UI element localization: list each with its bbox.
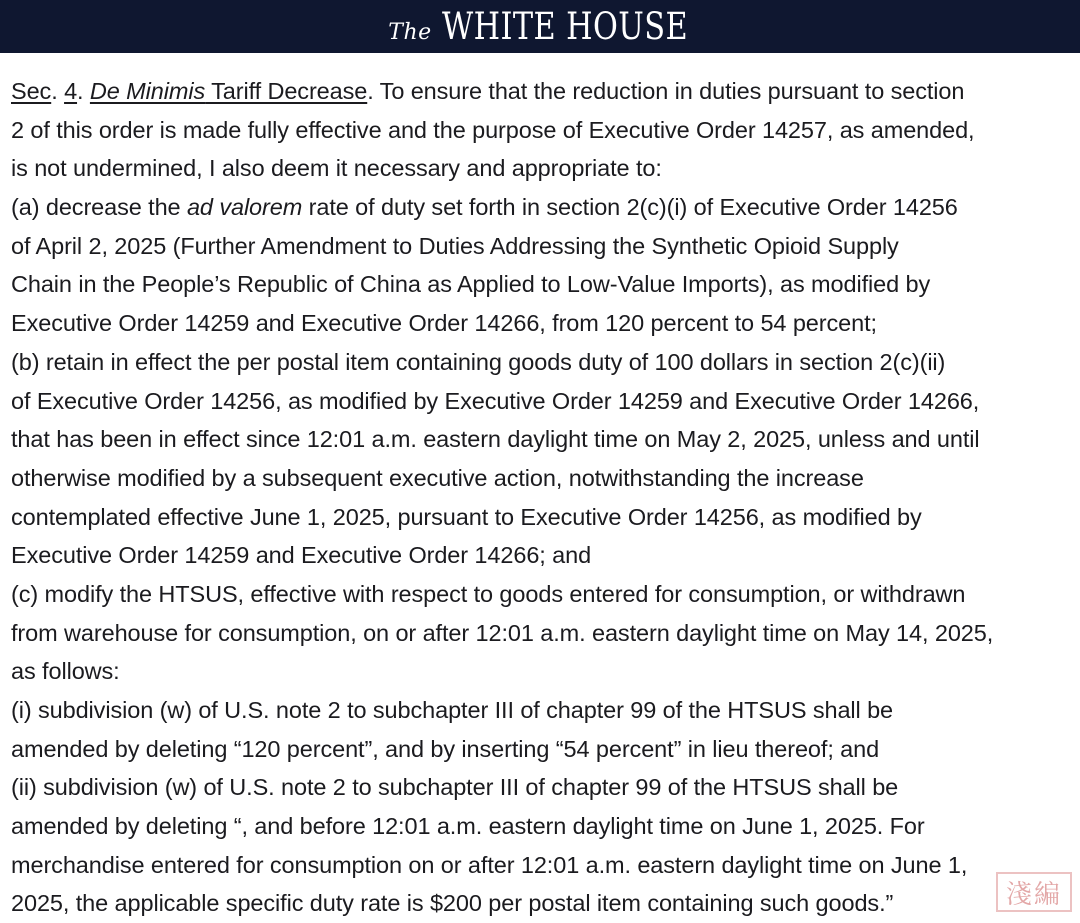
text-line: amended by deleting “, and before 12:01 a.m. eastern daylight time on June 1, 2025. For [11,813,925,840]
text-line: contemplated effective June 1, 2025, pursuant to Executive Order 14256, as modified by [11,503,922,530]
site-logo[interactable] [388,5,691,48]
watermark-seal [996,872,1072,912]
text-line: 2025, the applicable specific duty rate is $200 per postal item containing such goods.” [11,890,894,917]
text-line: from warehouse for consumption, on or after 12:01 a.m. eastern daylight time on May 14, 2025, [11,619,994,646]
sec-title-italic: De Minimis [89,78,206,104]
text-line: 2 of this order is made fully effective and the purpose of Executive Order 14257, as amended, [11,116,975,143]
text-line: of April 2, 2025 (Further Amendment to Duties Addressing the Synthetic Opioid Supply [11,232,899,259]
text-line: as follows: [11,658,120,685]
text-line: amended by deleting “120 percent”, and by inserting “54 percent” in lieu thereof; and [11,735,880,762]
logo-name: WHITE HOUSE [441,5,688,48]
text-span: rate of duty set forth in section 2(c)(i) of Executive Order 14256 [302,194,958,221]
text-line: . To ensure that the reduction in duties pursuant to section [367,78,965,104]
text-span: (a) decrease the [11,194,187,221]
text-line: that has been in effect since 12:01 a.m. eastern daylight time on May 2, 2025, unless and until [11,426,980,453]
text-line: (ii) subdivision (w) of U.S. note 2 to subchapter III of chapter 99 of the HTSUS shall be [11,774,899,801]
sec-title [90,78,367,104]
sec-label: Sec [11,78,52,104]
watermark-text: 淺編 [1005,879,1062,910]
text-line: (i) subdivision (w) of U.S. note 2 to subchapter III of chapter 99 of the HTSUS shall be [11,697,894,723]
sec-number: 4 [64,78,78,104]
text-line: otherwise modified by a subsequent executive action, notwithstanding the increase [11,464,864,491]
text-line: of Executive Order 14256, as modified by Executive Order 14259 and Executive Order 14266, [11,387,980,414]
text-line: (c) modify the HTSUS, effective with respect to goods entered for consumption, or withdrawn [11,580,966,607]
logo-prefix: The [388,20,432,45]
document-body [11,72,1071,923]
italic-term: ad valorem [186,194,303,221]
site-header [0,0,1080,53]
text-line: Chain in the People’s Republic of China as Applied to Low-Value Imports), as modified by [11,271,931,298]
text-line: Executive Order 14259 and Executive Order 14266, from 120 percent to 54 percent; [11,310,877,337]
text-line: merchandise entered for consumption on or after 12:01 a.m. eastern daylight time on June 1, [11,851,968,878]
text-line: Executive Order 14259 and Executive Order 14266; and [11,542,592,569]
sec-title-rest: Tariff Decrease [205,78,368,104]
item-a-line [11,188,1071,227]
text-line: (b) retain in effect the per postal item containing goods duty of 100 dollars in section 2(c)(ii) [11,348,946,375]
text-line: is not undermined, I also deem it necessary and appropriate to: [11,155,662,182]
section-heading-line: Sec. 4. De Minimis Tariff Decrease. To ensure that the reduction in duties pursuant to section [11,78,965,104]
